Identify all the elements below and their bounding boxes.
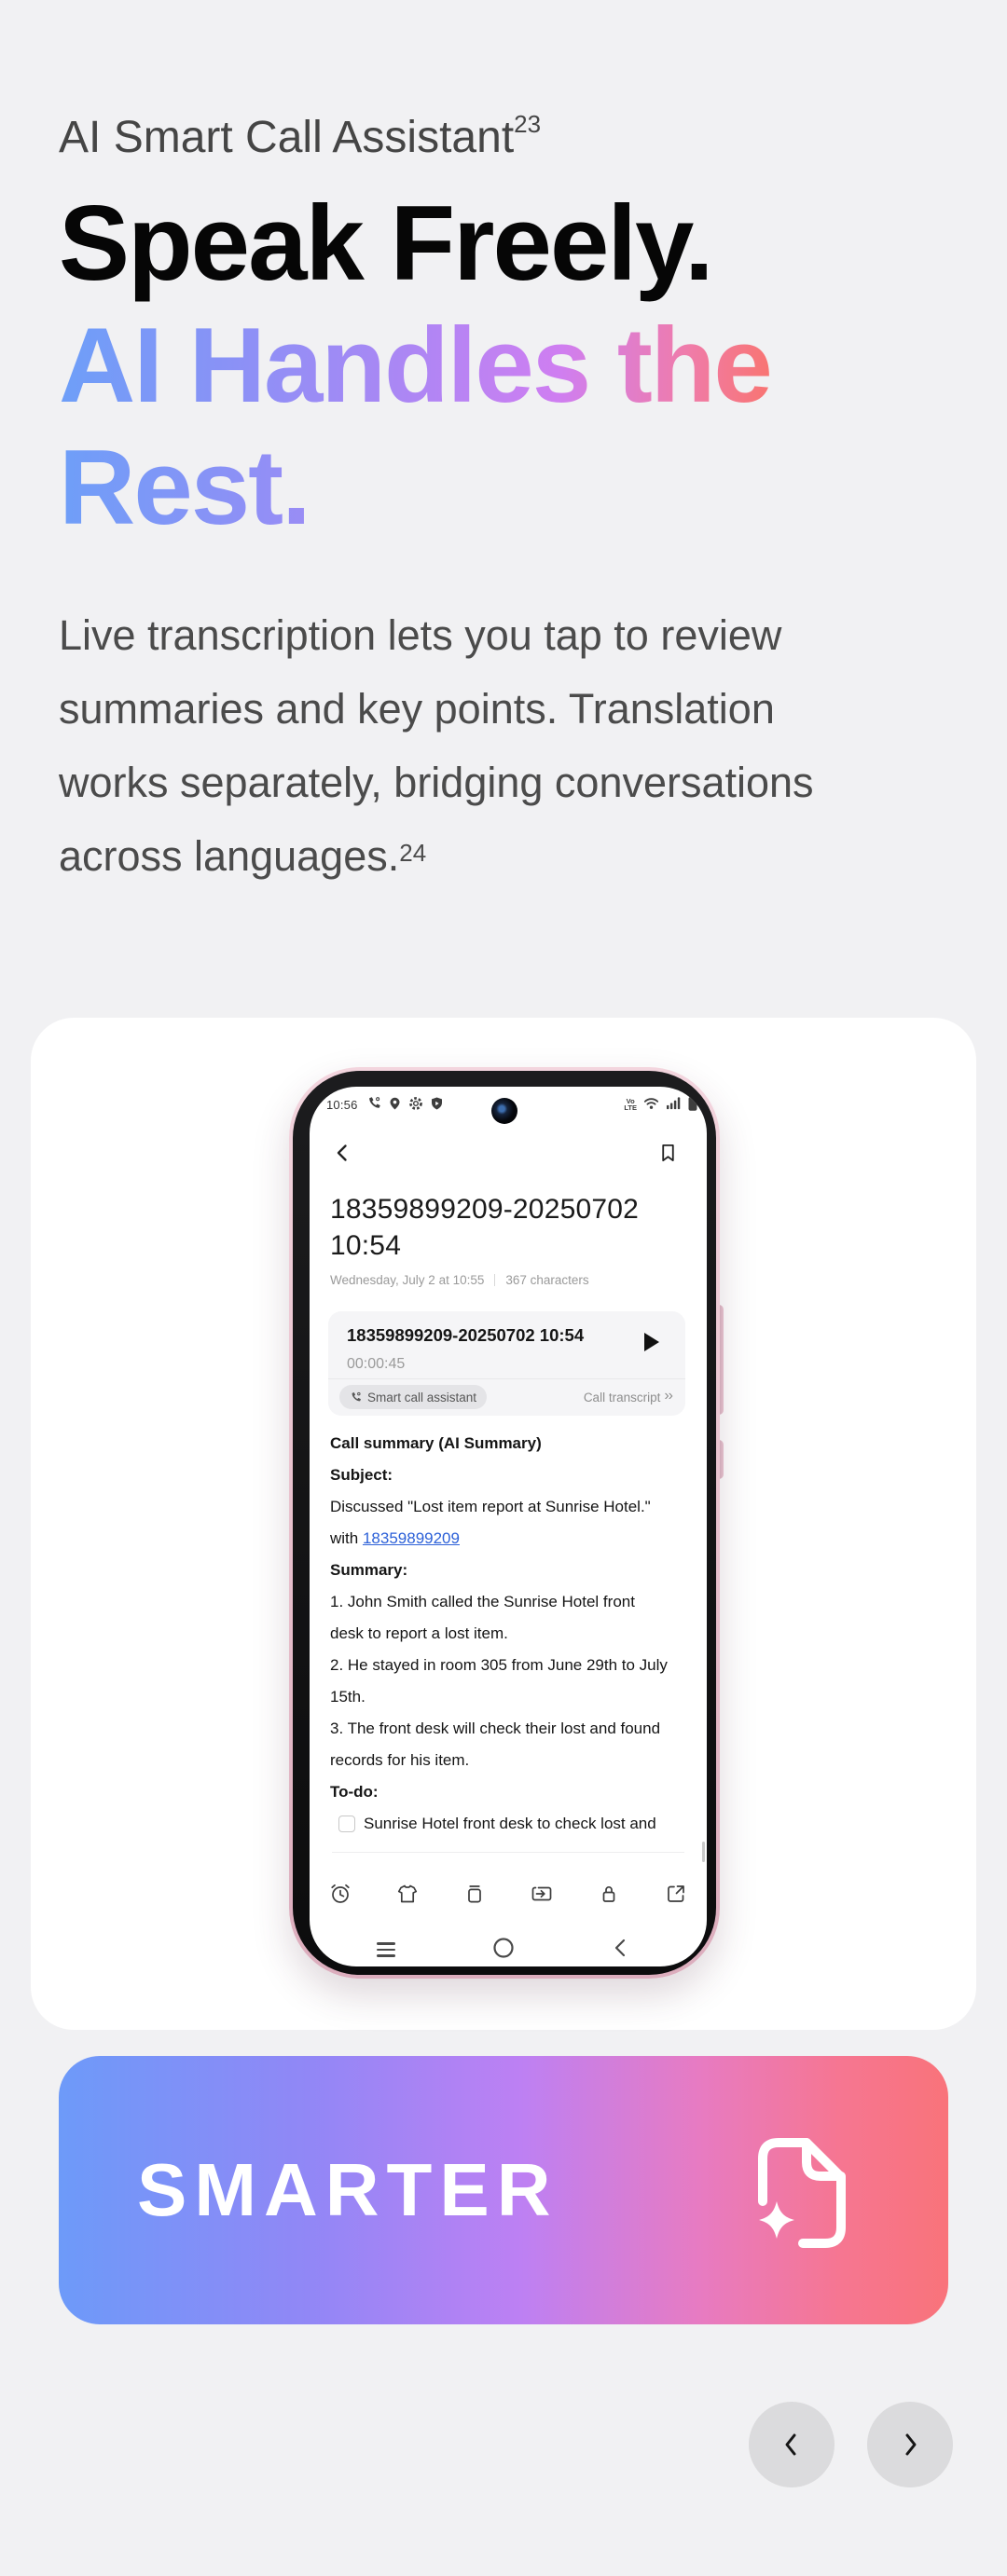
trash-icon[interactable] (462, 1882, 487, 1906)
chevron-right-icon (894, 2429, 926, 2460)
chevron-left-icon (776, 2429, 807, 2460)
summary-line: records for his item. (330, 1751, 470, 1769)
smarter-banner (59, 2056, 948, 2324)
summary-line: 3. The front desk will check their lost and found (330, 1720, 661, 1737)
todo-checkbox[interactable] (338, 1816, 355, 1832)
smart-call-assistant-pill[interactable]: Smart call assistant (339, 1385, 487, 1409)
carousel-next-button[interactable] (867, 2402, 953, 2487)
punch-hole-camera (491, 1098, 517, 1124)
note-char-count: 367 characters (505, 1273, 589, 1287)
audio-footer (339, 1378, 672, 1416)
headline-gradient-line-2: Rest. (59, 429, 310, 547)
android-nav-bar (377, 1931, 628, 1966)
wifi-icon (643, 1097, 659, 1113)
banner-label: SMARTER (137, 2148, 559, 2231)
note-body (330, 1428, 688, 1840)
summary-line: 2. He stayed in room 305 from June 29th to July (330, 1656, 668, 1674)
call-transcript-link[interactable]: Call transcript ›› (583, 1388, 672, 1404)
call-icon (366, 1096, 381, 1114)
audio-recording-card[interactable] (328, 1311, 685, 1416)
summary-line: desk to report a lost item. (330, 1624, 508, 1642)
headline-gradient-line-1: AI Handles the (59, 307, 771, 425)
location-icon (388, 1096, 402, 1114)
battery-icon (688, 1095, 697, 1114)
ai-document-icon (745, 2127, 866, 2262)
phone-screen (310, 1087, 707, 1966)
home-icon[interactable] (492, 1937, 515, 1964)
shirt-icon[interactable] (395, 1882, 420, 1906)
play-icon[interactable] (644, 1333, 659, 1351)
carousel-prev-button[interactable] (749, 2402, 835, 2487)
share-icon[interactable] (664, 1882, 688, 1906)
alarm-icon[interactable] (328, 1882, 352, 1906)
back-icon[interactable] (612, 1938, 628, 1963)
headline-gradient (59, 305, 948, 549)
shield-icon (430, 1096, 444, 1114)
app-bar (332, 1139, 679, 1171)
scrollbar-thumb[interactable] (702, 1842, 705, 1862)
signal-icon (666, 1096, 682, 1113)
back-chevron-icon[interactable] (332, 1142, 354, 1169)
meta-divider (494, 1274, 495, 1286)
description-footnote: 24 (399, 839, 427, 867)
eyebrow-text: AI Smart Call Assistant (59, 113, 515, 162)
todo-text: Sunrise Hotel front desk to check lost and (364, 1815, 656, 1832)
headline-black-line: Speak Freely. (59, 185, 712, 303)
audio-duration: 00:00:45 (347, 1356, 406, 1372)
bookmark-icon[interactable] (657, 1142, 679, 1169)
audio-name: 18359899209-20250702 10:54 (347, 1325, 585, 1345)
phone-bezel (293, 1071, 716, 1975)
status-time: 10:56 (326, 1097, 358, 1112)
summary-line: 1. John Smith called the Sunrise Hotel front (330, 1593, 635, 1610)
subject-text: Discussed "Lost item report at Sunrise Hotel." (330, 1498, 651, 1515)
summary-line: 15th. (330, 1688, 366, 1706)
phone-number-link[interactable]: 18359899209 (362, 1529, 460, 1547)
with-line: with 18359899209 (330, 1529, 460, 1547)
volte-icon: Vo LTE (624, 1096, 637, 1112)
todo-label: To-do: (330, 1783, 379, 1801)
hero-description: Live transcription lets you tap to review summaries and key points. Translation works separately, bridging conversations across languages.$^{24}$ (59, 611, 814, 880)
todo-item (330, 1808, 688, 1840)
subject-label: Subject: (330, 1466, 393, 1484)
phone-mockup (289, 1067, 720, 1979)
note-date: Wednesday, July 2 at 10:55 (330, 1273, 485, 1287)
summary-heading: Call summary (AI Summary) (330, 1434, 542, 1452)
summary-label: Summary: (330, 1561, 408, 1579)
gear-icon (408, 1096, 423, 1114)
lock-icon[interactable] (597, 1882, 621, 1906)
eyebrow (59, 112, 541, 163)
note-title: 18359899209-20250702 10:54 (330, 1194, 639, 1261)
move-to-folder-icon[interactable] (530, 1882, 554, 1906)
page-title (59, 183, 948, 549)
note-toolbar (328, 1873, 688, 1914)
double-chevron-icon: ›› (664, 1388, 672, 1404)
content-divider (332, 1852, 684, 1853)
call-assistant-icon (350, 1391, 362, 1404)
eyebrow-footnote: 23 (514, 110, 542, 138)
note-meta (330, 1273, 589, 1287)
menu-icon[interactable] (377, 1942, 395, 1956)
